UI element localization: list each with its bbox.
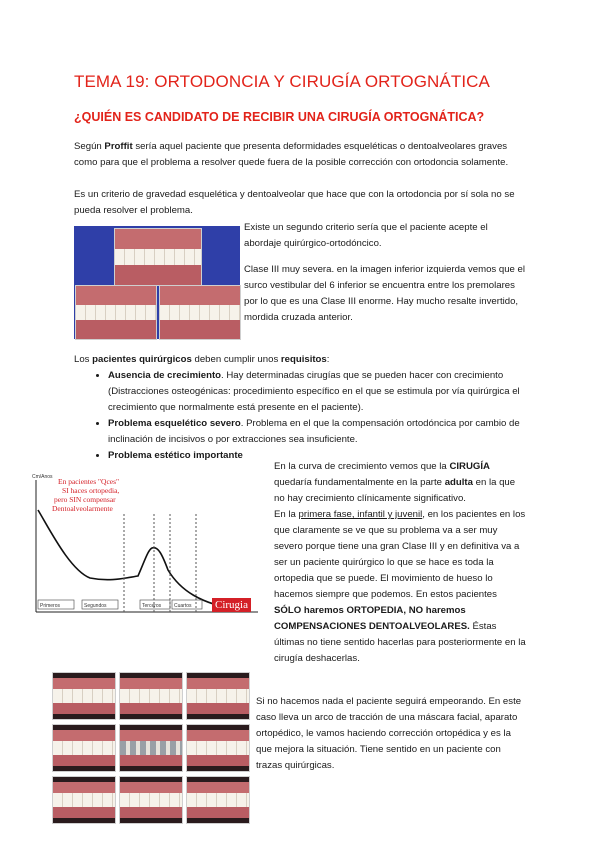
chart-note-line: SI haces ortopedia,	[62, 486, 120, 495]
occlusion-photo	[52, 672, 116, 720]
chart-note-line: En pacientes "Qces"	[58, 477, 120, 486]
right-lateral-occlusion-photo	[75, 285, 157, 340]
facial-mask-paragraph: Si no hacemos nada el paciente seguirá empeorando. En este caso lleva un arco de tracción de una máscara facial, aparato ortopédico, le vamos haciendo corrección ortopédica y es la que mejora la situación. Tiene sentido en un paciente con trazas quirúrgicas.	[256, 696, 522, 771]
list-item-title: Ausencia de crecimiento	[108, 370, 222, 381]
req-bold: requisitos	[280, 354, 327, 365]
occlusion-photo	[119, 672, 183, 720]
stage-label: Primeros	[40, 603, 61, 609]
cirugia-label: Cirugia	[212, 598, 251, 612]
second-criterion-paragraph: Existe un segundo criterio sería que el paciente acepte el abordaje quirúrgico-ortodóncico.	[244, 222, 488, 249]
growth-curve-figure	[30, 470, 262, 622]
growth-bold: adulta	[444, 477, 473, 488]
class-iii-description: Clase III muy severa. en la imagen inferior izquierda vemos que el surco vestibular del 6 inferior se encuentra entre los premolares por lo que es una Clase III enorme. Hay mucho resalte invertido, mordida cruzada anterior.	[244, 264, 526, 323]
req-text: Los	[74, 354, 93, 365]
growth-underlined: primera fase, infantil y juvenil	[298, 509, 423, 520]
stage-label: Cuartos	[174, 603, 192, 609]
occlusion-photo	[186, 672, 250, 720]
chart-note-line: pero SIN compensar	[54, 495, 116, 504]
growth-text: En la curva de crecimiento vemos que la	[274, 461, 450, 472]
occlusion-photo	[52, 724, 116, 772]
req-text: deben cumplir unos	[191, 354, 281, 365]
occlusion-photo	[186, 724, 250, 772]
facial-mask-treatment-photo-grid	[52, 672, 248, 824]
list-item	[108, 416, 522, 448]
list-item-text: . Hay determinadas cirugías que se pueden hacer con crecimiento (Distracciones osteogénicas: procedimiento específico en el que se estimula por vía quirúrgica el crecimiento que normalmente está presente en el paciente).	[108, 370, 520, 413]
list-item-title: Problema estético importante	[108, 450, 243, 461]
occlusion-photo	[119, 724, 183, 772]
intro-author: Proffit	[104, 141, 133, 152]
intro-text: sería aquel paciente que presenta deformidades esqueléticas o dentoalveolares graves como para que el problema a resolver quede fuera de la posible corrección con ortodoncia solamente.	[74, 141, 509, 168]
req-text: :	[326, 354, 330, 365]
growth-bold: SÓLO haremos ORTOPEDIA, NO haremos COMPENSACIONES DENTOALVEOLARES.	[274, 605, 470, 632]
growth-paragraph-1	[274, 459, 526, 507]
growth-text: quedaría fundamentalmente en la parte	[274, 477, 445, 488]
occlusion-photo	[186, 776, 250, 824]
occlusion-photo	[52, 776, 116, 824]
growth-text: en la que no hay crecimiento clínicamente significativo.	[274, 477, 516, 504]
intro-paragraph-2: Es un criterio de gravedad esquelética y dentoalveolar que hace que con la ortodoncia por sí sola no se pueda resolver el problema.	[74, 189, 515, 216]
y-axis-label: Cm/Anos	[32, 474, 53, 480]
list-item-title: Problema esquelético severo	[108, 418, 241, 429]
intro-paragraph-1	[74, 139, 526, 171]
occlusion-photo	[119, 776, 183, 824]
requirements-intro	[74, 352, 526, 368]
chart-note-line: Dentoalveolarmente	[52, 504, 113, 513]
growth-text: En la	[274, 509, 299, 520]
class-iii-photo-collage	[74, 226, 240, 339]
growth-bold: CIRUGÍA	[449, 461, 490, 472]
section-heading: ¿QUIÉN ES CANDIDATO DE RECIBIR UNA CIRUGÍA ORTOGNÁTICA?	[74, 110, 485, 124]
stage-label: Terceros	[142, 603, 162, 609]
growth-text: , en los pacientes en los que claramente se ve que su problema va a ser muy severo porque tiene una gran Clase III y en definitiva va a ser un paciente quirúrgico lo que se hace es toda la ortopedia que se puede. El movimiento de hueso lo hacemos siempre que podemos. En estos pacientes	[274, 509, 526, 600]
left-lateral-occlusion-photo	[159, 285, 241, 340]
frontal-occlusion-photo	[114, 228, 202, 286]
requirements-list	[82, 368, 522, 464]
growth-text: Éstas últimas no tiene sentido hacerlas para posteriormente en la cirugía deshacerlas.	[274, 621, 526, 664]
page-title: TEMA 19: ORTODONCIA Y CIRUGÍA ORTOGNÁTICA	[74, 72, 490, 91]
intro-text: Según	[74, 141, 105, 152]
req-bold: pacientes quirúrgicos	[92, 354, 192, 365]
list-item-text: . Problema en el que la compensación ortodóncica por cambio de inclinación de incisivos o por extracciones sea insuficiente.	[108, 418, 520, 445]
growth-paragraph-2	[274, 507, 526, 667]
stage-label: Segundos	[84, 603, 107, 609]
list-item	[108, 368, 522, 416]
